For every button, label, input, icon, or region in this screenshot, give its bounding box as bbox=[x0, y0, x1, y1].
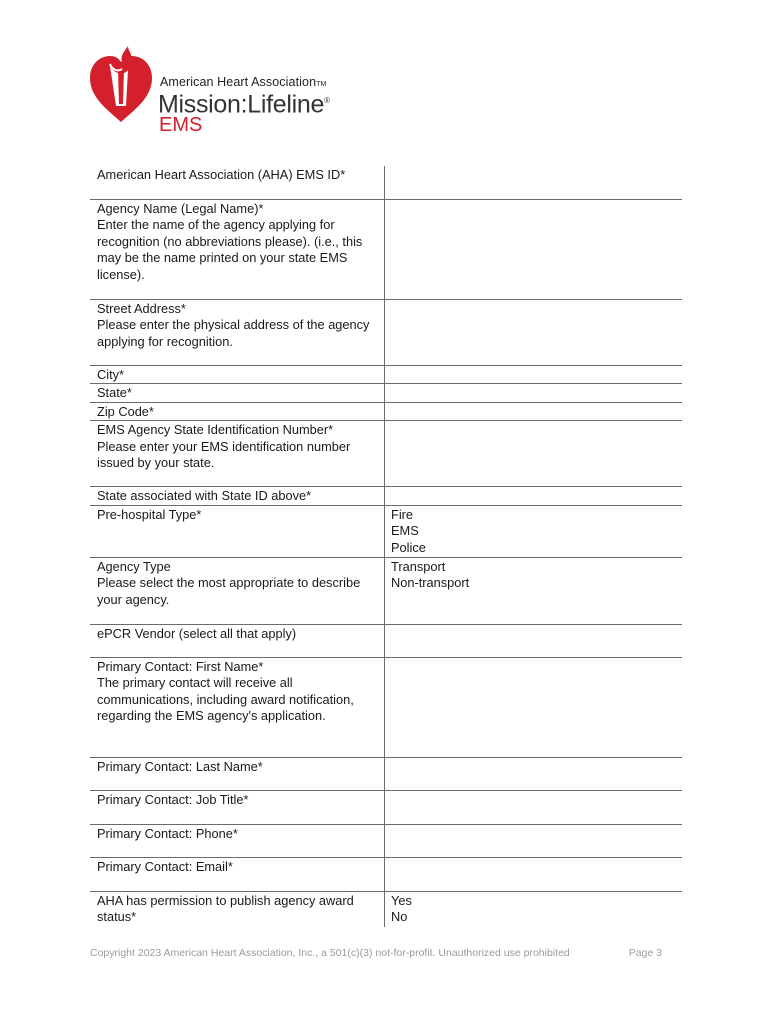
input-job-title[interactable] bbox=[385, 790, 683, 824]
input-state-assoc[interactable] bbox=[385, 487, 683, 506]
help-agency-name: Enter the name of the agency applying for recognition (no abbreviations please). (i.e., this may be the name printed on your state EMS license). bbox=[97, 217, 363, 282]
application-form bbox=[90, 166, 682, 927]
input-state-id[interactable] bbox=[385, 421, 683, 487]
label-state: State* bbox=[97, 385, 132, 401]
input-agency-name[interactable] bbox=[385, 199, 683, 299]
label-permission: AHA has permission to publish agency award status* bbox=[97, 892, 354, 925]
row-last-name bbox=[90, 757, 682, 790]
option-non-transport[interactable]: Non-transport bbox=[391, 575, 470, 591]
row-zip bbox=[90, 402, 682, 421]
option-ems[interactable]: EMS bbox=[391, 523, 419, 539]
input-city[interactable] bbox=[385, 365, 683, 384]
options-prehospital bbox=[385, 505, 683, 557]
aha-logo bbox=[88, 44, 348, 136]
option-fire[interactable]: Fire bbox=[391, 506, 414, 522]
input-phone[interactable] bbox=[385, 824, 683, 857]
row-permission bbox=[90, 891, 682, 927]
input-aha-id[interactable] bbox=[385, 166, 683, 199]
trademark-mark: TM bbox=[316, 81, 327, 88]
row-phone bbox=[90, 824, 682, 857]
org-name: American Heart AssociationTM bbox=[160, 75, 327, 89]
label-agency-name: Agency Name (Legal Name)* Enter the name of the agency applying for recognition (no abbreviations please). (i.e., this may be the name printed on your state EMS license). bbox=[90, 199, 385, 299]
row-email bbox=[90, 857, 682, 891]
copyright-text: Copyright 2023 American Heart Association, Inc., a 501(c)(3) not-for-profit. Unauthorized use prohibited bbox=[90, 947, 570, 959]
label-last-name: Primary Contact: Last Name* bbox=[97, 758, 263, 774]
row-epcr bbox=[90, 624, 682, 657]
row-state bbox=[90, 384, 682, 403]
row-prehospital bbox=[90, 505, 682, 557]
input-state[interactable] bbox=[385, 384, 683, 403]
label-city: City* bbox=[97, 366, 125, 382]
help-street: Please enter the physical address of the agency applying for recognition. bbox=[97, 317, 370, 349]
row-first-name bbox=[90, 657, 682, 757]
label-email: Primary Contact: Email* bbox=[97, 858, 233, 874]
label-agency-type: Agency Type Please select the most appropriate to describe your agency. bbox=[90, 557, 385, 624]
label-street: Street Address* Please enter the physical address of the agency applying for recognition. bbox=[90, 299, 385, 365]
row-agency-type bbox=[90, 557, 682, 624]
label-state-assoc: State associated with State ID above* bbox=[97, 488, 312, 504]
input-last-name[interactable] bbox=[385, 757, 683, 790]
registered-mark: ® bbox=[324, 96, 330, 105]
input-zip[interactable] bbox=[385, 402, 683, 421]
label-zip: Zip Code* bbox=[97, 403, 154, 419]
input-epcr[interactable] bbox=[385, 624, 683, 657]
label-aha-id: American Heart Association (AHA) EMS ID* bbox=[97, 167, 346, 182]
heart-torch-icon bbox=[88, 44, 154, 124]
label-epcr: ePCR Vendor (select all that apply) bbox=[97, 625, 297, 641]
label-state-id: EMS Agency State Identification Number* Please enter your EMS identification number issued by your state. bbox=[90, 421, 385, 487]
option-yes[interactable]: Yes bbox=[391, 892, 412, 908]
row-city bbox=[90, 365, 682, 384]
program-sub: EMS bbox=[159, 114, 203, 136]
input-street[interactable] bbox=[385, 299, 683, 365]
input-email[interactable] bbox=[385, 857, 683, 891]
input-first-name[interactable] bbox=[385, 657, 683, 757]
options-permission bbox=[385, 891, 683, 927]
label-job-title: Primary Contact: Job Title* bbox=[97, 791, 249, 807]
label-prehospital: Pre-hospital Type* bbox=[97, 506, 202, 522]
row-street bbox=[90, 299, 682, 365]
program-name: Mission:Lifeline® bbox=[158, 90, 330, 119]
help-first-name: The primary contact will receive all communications, including award notification, regarding the EMS agency's application. bbox=[97, 675, 354, 724]
row-state-id bbox=[90, 421, 682, 487]
row-state-assoc bbox=[90, 487, 682, 506]
option-police[interactable]: Police bbox=[391, 540, 426, 556]
row-agency-name bbox=[90, 199, 682, 299]
page-number: Page 3 bbox=[628, 947, 662, 959]
option-transport[interactable]: Transport bbox=[391, 558, 446, 574]
option-no[interactable]: No bbox=[391, 909, 408, 925]
row-aha-id bbox=[90, 166, 682, 199]
label-first-name: Primary Contact: First Name* The primary contact will receive all communications, including award notification, regarding the EMS agency's application. bbox=[90, 657, 385, 757]
help-state-id: Please enter your EMS identification number issued by your state. bbox=[97, 438, 351, 471]
options-agency-type bbox=[385, 557, 683, 624]
row-job-title bbox=[90, 790, 682, 824]
help-agency-type: Please select the most appropriate to describe your agency. bbox=[97, 575, 361, 607]
label-phone: Primary Contact: Phone* bbox=[97, 825, 238, 841]
